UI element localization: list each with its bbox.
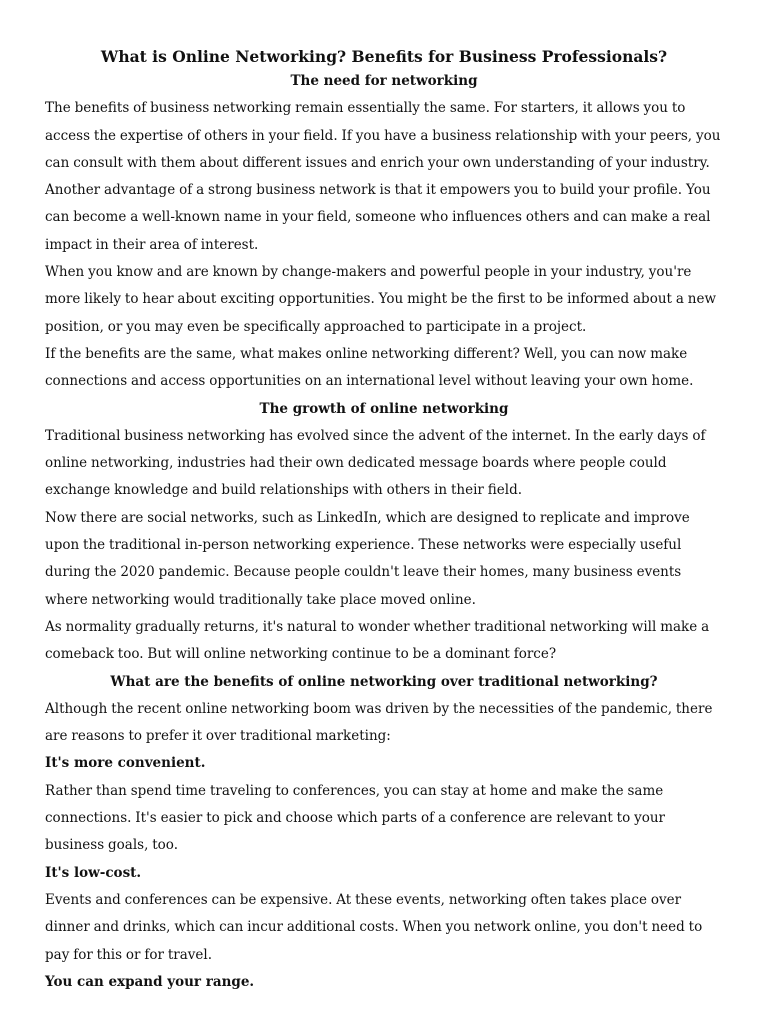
paragraph: Another advantage of a strong business network is that it empowers you to build your profile. You can become a well-known name in your field, someone who influences others and can make a real impact in their area of interest. xyxy=(45,182,711,253)
paragraph: If the benefits are the same, what makes online networking different? Well, you can now make connections and access opportunities on an international level without leaving your own home. xyxy=(45,345,694,390)
paragraph: Now there are social networks, such as LinkedIn, which are designed to replicate and improve upon the traditional in-person networking experience. These networks were especially useful during the 2020 pandemic. Because people couldn't leave their homes, many business events where networking would traditionally take place moved online. xyxy=(45,509,690,608)
section-heading-growth-of-online-networking: The growth of online networking xyxy=(259,400,509,417)
paragraph: Although the recent online networking boom was driven by the necessities of the pandemic, there are reasons to prefer it over traditional marketing: xyxy=(45,700,713,745)
subheading-expand-range: You can expand your range. xyxy=(45,973,255,990)
paragraph: Events and conferences can be expensive. At these events, networking often takes place over dinner and drinks, which can incur additional costs. When you network online, you don't need to pay for this or for travel. xyxy=(45,891,703,963)
paragraph: The benefits of business networking remain essentially the same. For starters, it allows you to access the expertise of others in your field. If you have a business relationship with your peers, you can consult with them about different issues and enrich your own understanding of your industry. xyxy=(45,100,721,171)
subheading-low-cost: It's low-cost. xyxy=(45,864,142,881)
section-heading-need-for-networking: The need for networking xyxy=(290,73,478,89)
paragraph: When you know and are known by change-makers and powerful people in your industry, you're more likely to hear about exciting opportunities. You might be the first to be informed about a new position, or you may even be specifically approached to participate in a project. xyxy=(45,264,717,335)
document-page xyxy=(45,46,723,996)
paragraph: As normality gradually returns, it's natural to wonder whether traditional networking will make a comeback too. But will online networking continue to be a dominant force? xyxy=(45,618,710,663)
section-heading-benefits-online-networking: What are the benefits of online networking over traditional networking? xyxy=(110,673,658,690)
document-title: What is Online Networking? Benefits for Business Professionals? xyxy=(100,47,668,66)
subheading-more-convenient: It's more convenient. xyxy=(45,755,206,772)
paragraph: Rather than spend time traveling to conferences, you can stay at home and make the same connections. It's easier to pick and choose which parts of a conference are relevant to your business goals, too. xyxy=(45,782,666,854)
paragraph: Traditional business networking has evolved since the advent of the internet. In the early days of online networking, industries had their own dedicated message boards where people could exchange knowledge and build relationships with others in their field. xyxy=(45,427,706,499)
